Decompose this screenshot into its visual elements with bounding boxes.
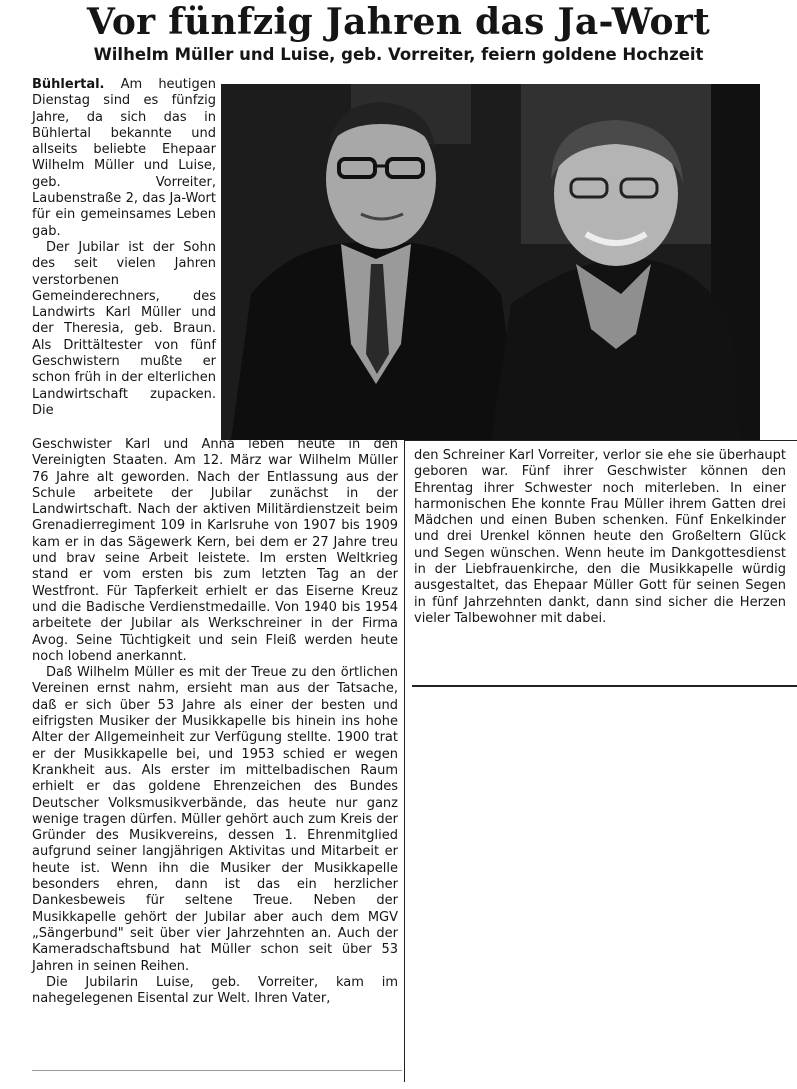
column-2 (32, 437, 398, 1007)
paragraph-3: Daß Wilhelm Müller es mit der Treue zu den örtlichen Vereinen ernst nahm, ersieht man aus der Tatsache, daß er sich über 53 Jahre als einer der besten und eifrigsten Musiker der Musikkapelle bis hinein ins hohe Alter der Allgemeinheit zur Verfügung stellte. 1900 trat er der Musikkapelle bei, und 1953 schied er wegen Krankheit aus. Als erster im mittelbadischen Raum erhielt er das goldene Ehrenzeichen des Bundes Deutscher Volksmusikverbände, das heute nur ganz wenige tragen dürfen. Müller gehört auch zum Kreis der Gründer des Musikvereins, dessen 1. Ehrenmitglied aufgrund seiner langjährigen Aktivitas und Mitarbeit er heute ist. Wenn ihn die Musiker der Musikkapelle besonders ehren, dann ist das ein herzlicher Dankesbeweis für seltene Treue. Neben der Musikkapelle gehört der Jubilar aber auch dem MGV „Sängerbund" seit über vier Jahrzehnten an. Auch der Kameradschaftsbund hat Müller schon seit über 53 Jahren in seinen Reihen. (32, 665, 398, 974)
subheadline: Wilhelm Müller und Luise, geb. Vorreiter, feiern goldene Hochzeit (93, 45, 704, 64)
couple-photo-image (221, 84, 760, 440)
article-end-rule (412, 685, 797, 687)
paragraph-1 (32, 77, 216, 240)
column-1 (32, 77, 216, 419)
paragraph-4-start: Die Jubilarin Luise, geb. Vorreiter, kam im nahegelegenen Eisental zur Welt. Ihren Vater, (32, 974, 398, 1007)
column-divider (404, 440, 405, 1082)
column-divider-top (404, 440, 797, 441)
paragraph-2-start: Der Jubilar ist der Sohn des seit vielen Jahren verstorbenen Gemeinderechners, des Landwirts Karl Müller und der Theresia, geb. Braun. Als Drittältester von fünf Geschwistern mußte er schon früh in der elterlichen Landwirtschaft zupacken. Die (32, 239, 216, 418)
dateline: Bühlertal. (32, 77, 105, 92)
paragraph-4-continued: den Schreiner Karl Vorreiter, verlor sie ehe sie überhaupt geboren war. Fünf ihrer Geschwister können den Ehrentag ihrer Schwester noch miterleben. In einer harmonischen Ehe konnte Frau Müller ihrem Gatten drei Mädchen und einen Buben schenken. Fünf Enkelkinder und drei Urenkel können heute den Großeltern Glück und Segen wünschen. Wenn heute im Dankgottesdienst in der Liebfrauenkirche, den die Musikkapelle würdig ausgestaltet, das Ehepaar Müller Gott für seinen Segen in fünf Jahrzehnten dankt, dann sind sicher die Herzen vieler Talbewohner mit dabei. (414, 448, 786, 626)
bottom-rule (32, 1070, 402, 1071)
couple-photo (221, 84, 760, 440)
paragraph-2-continued: Geschwister Karl und Anna leben heute in den Vereinigten Staaten. Am 12. März war Wilhelm Müller 76 Jahre alt geworden. Nach der Entlassung aus der Schule arbeitete der Jubilar zunächst in der Landwirtschaft. Nach der aktiven Militärdienstzeit beim Grenadierregiment 109 in Karlsruhe von 1907 bis 1909 kam er in das Sägewerk Kern, bei dem er 27 Jahre treu und brav seine Arbeit leistete. Im ersten Weltkrieg stand er vom ersten bis zum letzten Tag an der Westfront. Für Tapferkeit erhielt er das Eiserne Kreuz und die Badische Verdienstmedaille. Von 1940 bis 1954 arbeitete der Jubilar als Werkschreiner in der Firma Avog. Seine Tüchtigkeit und sein Fleiß werden heute noch lobend anerkannt. (32, 437, 398, 664)
headline: Vor fünfzig Jahren das Ja-Wort (86, 1, 711, 43)
column-3 (414, 448, 786, 627)
paragraph-1-text: Am heutigen Dienstag sind es fünfzig Jahre, da sich das in Bühlertal bekannte und allseits beliebte Ehepaar Wilhelm Müller und Luise, geb. Vorreiter, Laubenstraße 2, das Ja-Wort für ein gemeinsames Leben gab. (32, 77, 216, 239)
